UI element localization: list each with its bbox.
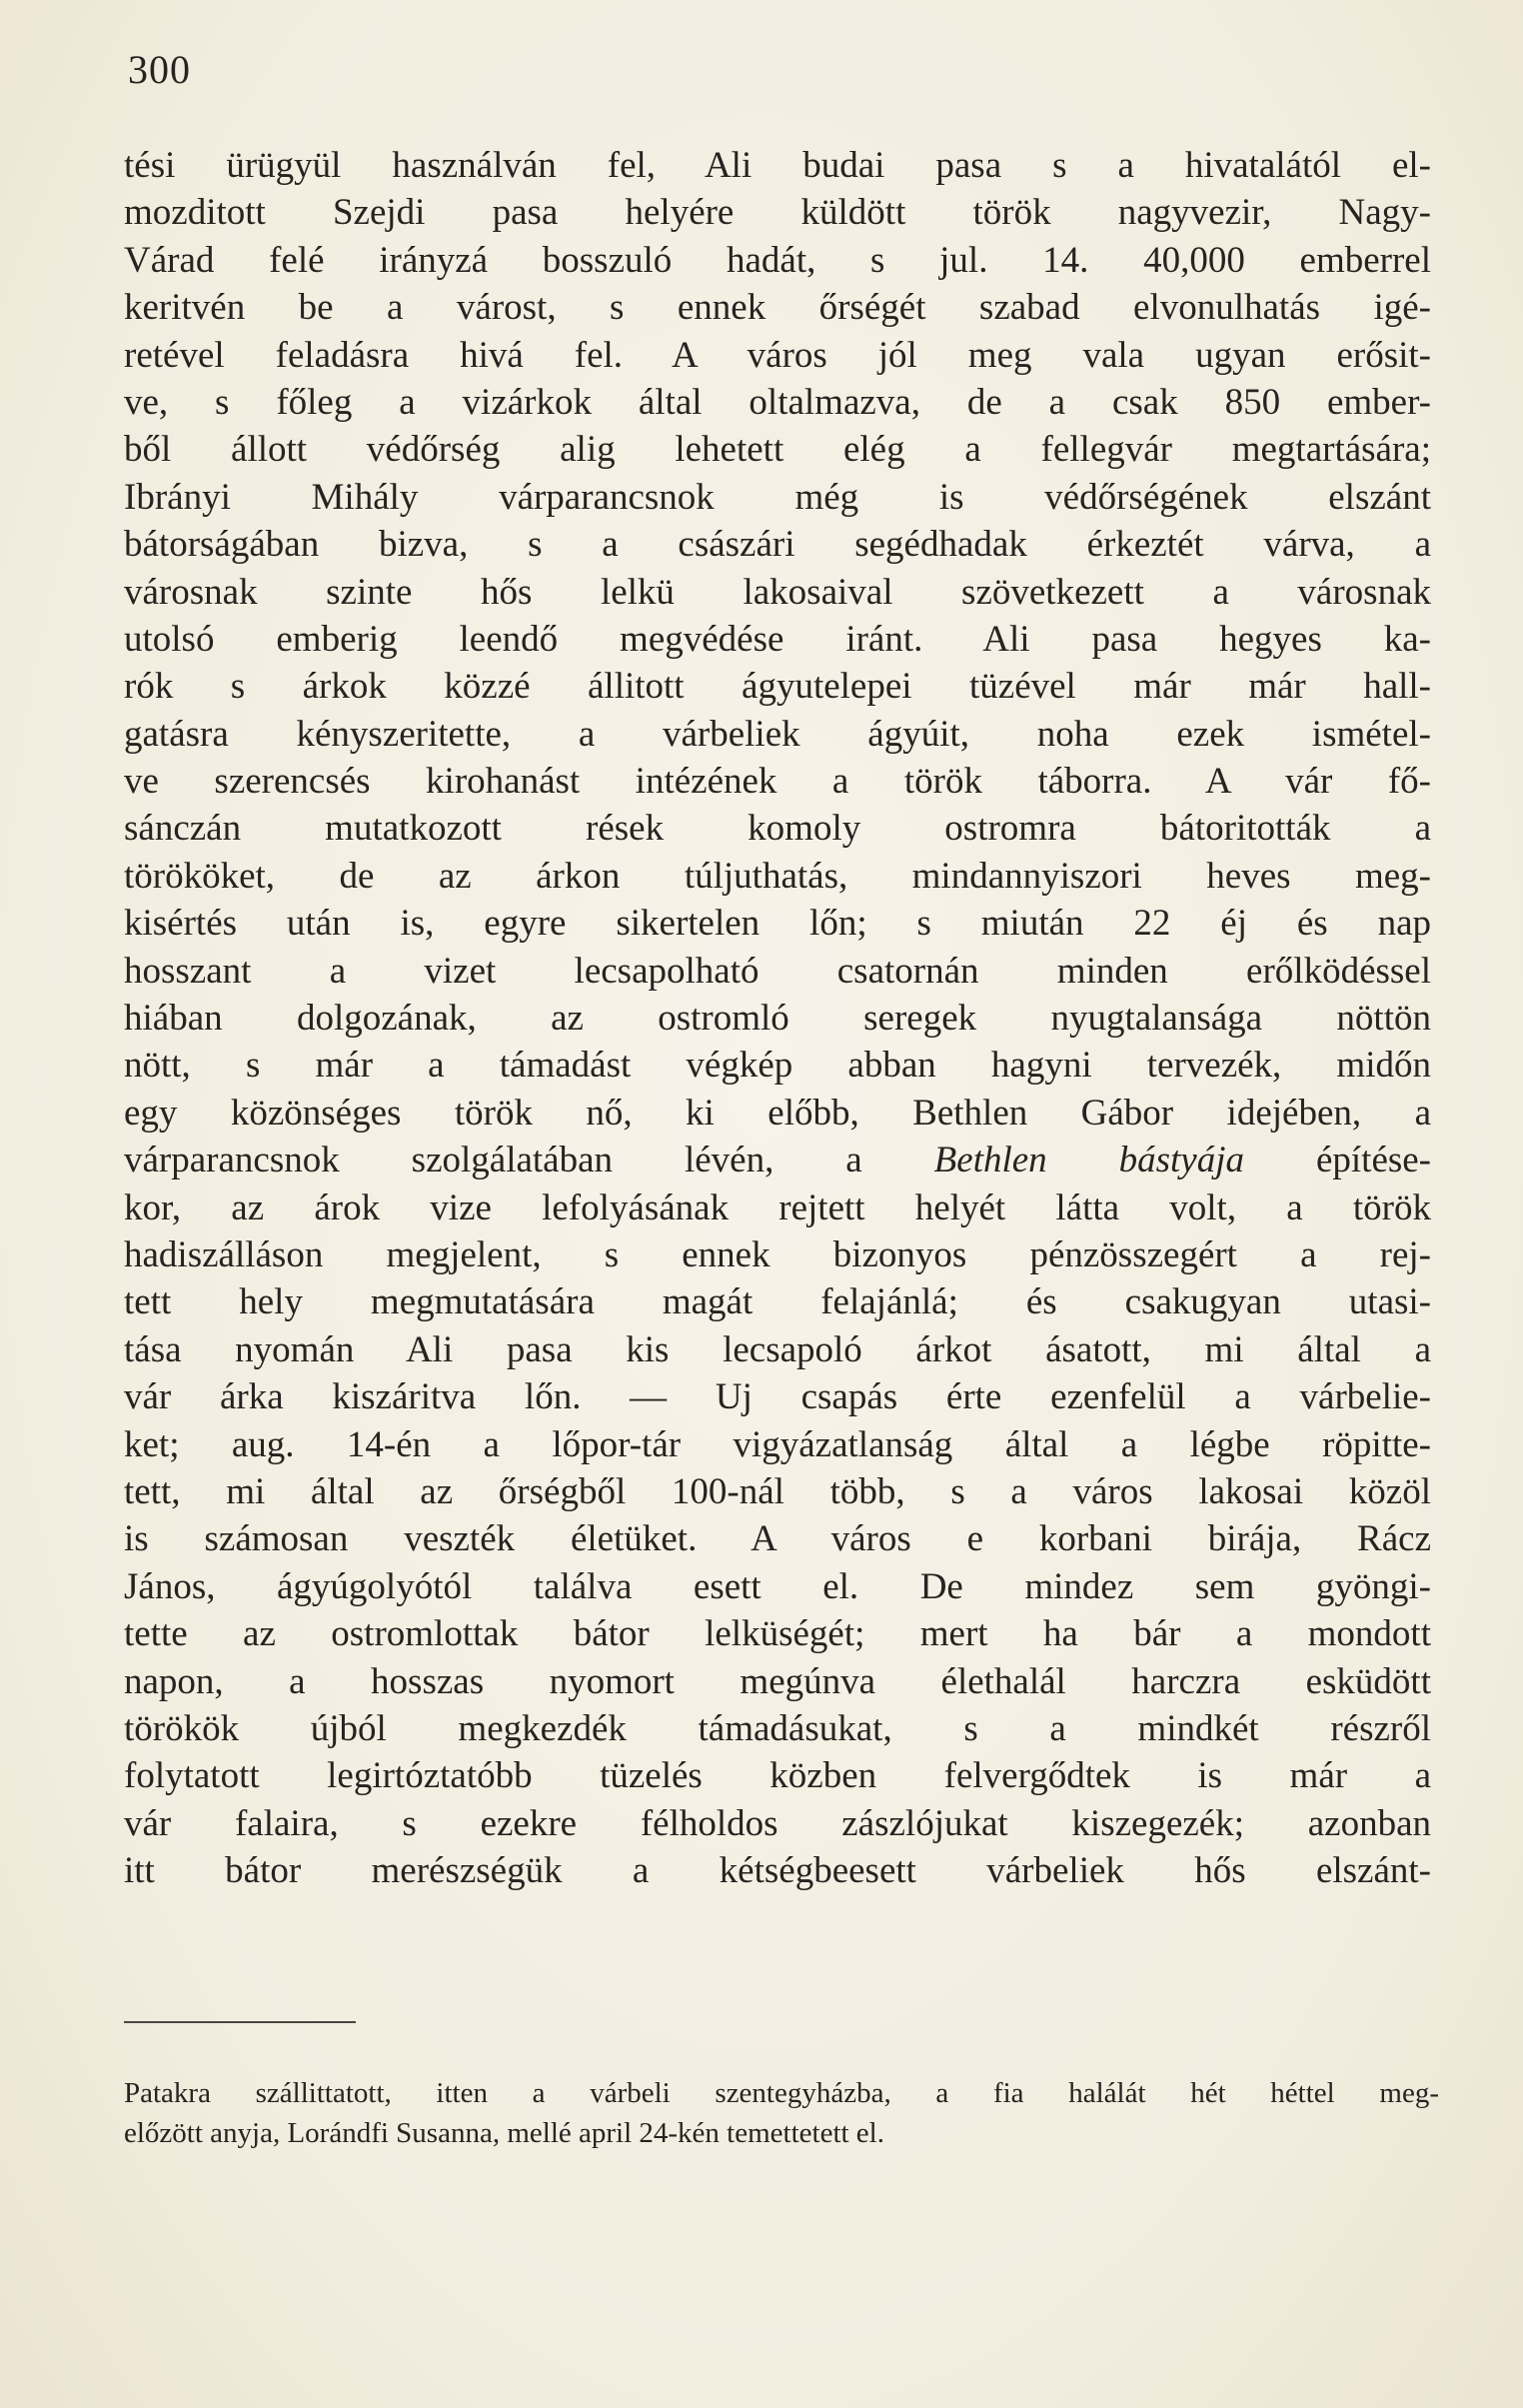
- text-line: hadiszálláson megjelent, s ennek bizonyos pénzösszegért a rej-: [124, 1233, 1431, 1275]
- text-line: törökök újból megkezdék támadásukat, s a mindkét részről: [124, 1707, 1431, 1749]
- text-line: ve, s főleg a vizárkok által oltalmazva, de a csak 850 ember-: [124, 381, 1431, 423]
- body-text: [124, 142, 1431, 1894]
- text-line: hiában dolgozának, az ostromló seregek nyugtalansága nöttön: [124, 998, 1431, 1040]
- italic-phrase: Bethlen bástyája: [933, 1140, 1245, 1182]
- text-line: tette az ostromlottak bátor lelküségét; mert ha bár a mondott: [124, 1613, 1431, 1655]
- text-segment: várparancsnok szolgálatában lévén, a: [124, 1140, 934, 1182]
- text-line: vár falaira, s ezekre félholdos zászlójukat kiszegezék; azonban: [124, 1802, 1431, 1844]
- text-line: tett hely megmutatására magát felajánlá; és csakugyan utasi-: [124, 1281, 1431, 1323]
- text-line: Ibrányi Mihály várparancsnok még is védőrségének elszánt: [124, 476, 1431, 518]
- text-line: bátorságában bizva, s a császári segédhadak érkeztét várva, a: [124, 524, 1431, 566]
- text-line: vár árka kiszáritva lőn. — Uj csapás érte ezenfelül a várbelie-: [124, 1376, 1431, 1418]
- text-line: hosszant a vizet lecsapolható csatornán minden erőlködéssel: [124, 950, 1431, 992]
- text-line: egy közönséges török nő, ki előbb, Bethlen Gábor idejében, a: [124, 1092, 1431, 1134]
- text-line: János, ágyúgolyótól találva esett el. De mindez sem gyöngi-: [124, 1565, 1431, 1607]
- text-line: tett, mi által az őrségből 100-nál több, s a város lakosai közöl: [124, 1470, 1431, 1512]
- text-line: keritvén be a várost, s ennek őrségét szabad elvonulhatás igé-: [124, 287, 1431, 329]
- footnote-line: Patakra szállittatott, itten a várbeli szentegyházba, a fia halálát hét héttel meg-: [124, 2077, 1439, 2109]
- text-line: tása nyomán Ali pasa kis lecsapoló árkot ásatott, mi által a: [124, 1328, 1431, 1370]
- text-line: ve szerencsés kirohanást intézének a török táborra. A vár fő-: [124, 761, 1431, 803]
- text-line: kor, az árok vize lefolyásának rejtett helyét látta volt, a török: [124, 1187, 1431, 1228]
- text-line: nött, s már a támadást végkép abban hagyni tervezék, midőn: [124, 1045, 1431, 1087]
- text-line: rók s árkok közzé állitott ágyutelepei tüzével már már hall-: [124, 666, 1431, 708]
- text-line: retével feladásra hivá fel. A város jól meg vala ugyan erősit-: [124, 334, 1431, 376]
- footnote: [124, 2073, 1439, 2153]
- text-line-with-italic: [124, 1137, 1431, 1184]
- text-line: mozditott Szejdi pasa helyére küldött török nagyvezir, Nagy-: [124, 192, 1431, 234]
- text-line: itt bátor merészségük a kétségbeesett várbeliek hős elszánt-: [124, 1850, 1431, 1892]
- text-line: sánczán mutatkozott rések komoly ostromra bátoritották a: [124, 808, 1431, 850]
- text-line: ből állott védőrség alig lehetett elég a fellegvár megtartására;: [124, 429, 1431, 471]
- text-line: Várad felé irányzá bosszuló hadát, s jul. 14. 40,000 emberrel: [124, 239, 1431, 281]
- footnote-line: előzött anyja, Lorándfi Susanna, mellé april 24-kén temettetett el.: [124, 2117, 884, 2149]
- footnote-divider: [124, 2021, 356, 2023]
- text-line: gatásra kényszeritette, a várbeliek ágyúit, noha ezek ismétel-: [124, 713, 1431, 755]
- text-line: ket; aug. 14-én a lőpor-tár vigyázatlanság által a légbe röpitte-: [124, 1423, 1431, 1465]
- text-line: törököket, de az árkon túljuthatás, mindannyiszori heves meg-: [124, 855, 1431, 897]
- text-line: napon, a hosszas nyomort megúnva élethalál harczra esküdött: [124, 1660, 1431, 1702]
- text-line: is számosan veszték életüket. A város e korbani birája, Rácz: [124, 1518, 1431, 1560]
- page-number: 300: [128, 47, 191, 92]
- text-line: utolsó emberig leendő megvédése iránt. Ali pasa hegyes ka-: [124, 618, 1431, 660]
- text-line: folytatott legirtóztatóbb tüzelés közben felvergődtek is már a: [124, 1755, 1431, 1797]
- text-line: városnak szinte hős lelkü lakosaival szövetkezett a városnak: [124, 571, 1431, 613]
- text-line: kisértés után is, egyre sikertelen lőn; s miután 22 éj és nap: [124, 903, 1431, 945]
- text-line: tési ürügyül használván fel, Ali budai pasa s a hivatalától el-: [124, 145, 1431, 186]
- text-segment: építése-: [1244, 1140, 1431, 1182]
